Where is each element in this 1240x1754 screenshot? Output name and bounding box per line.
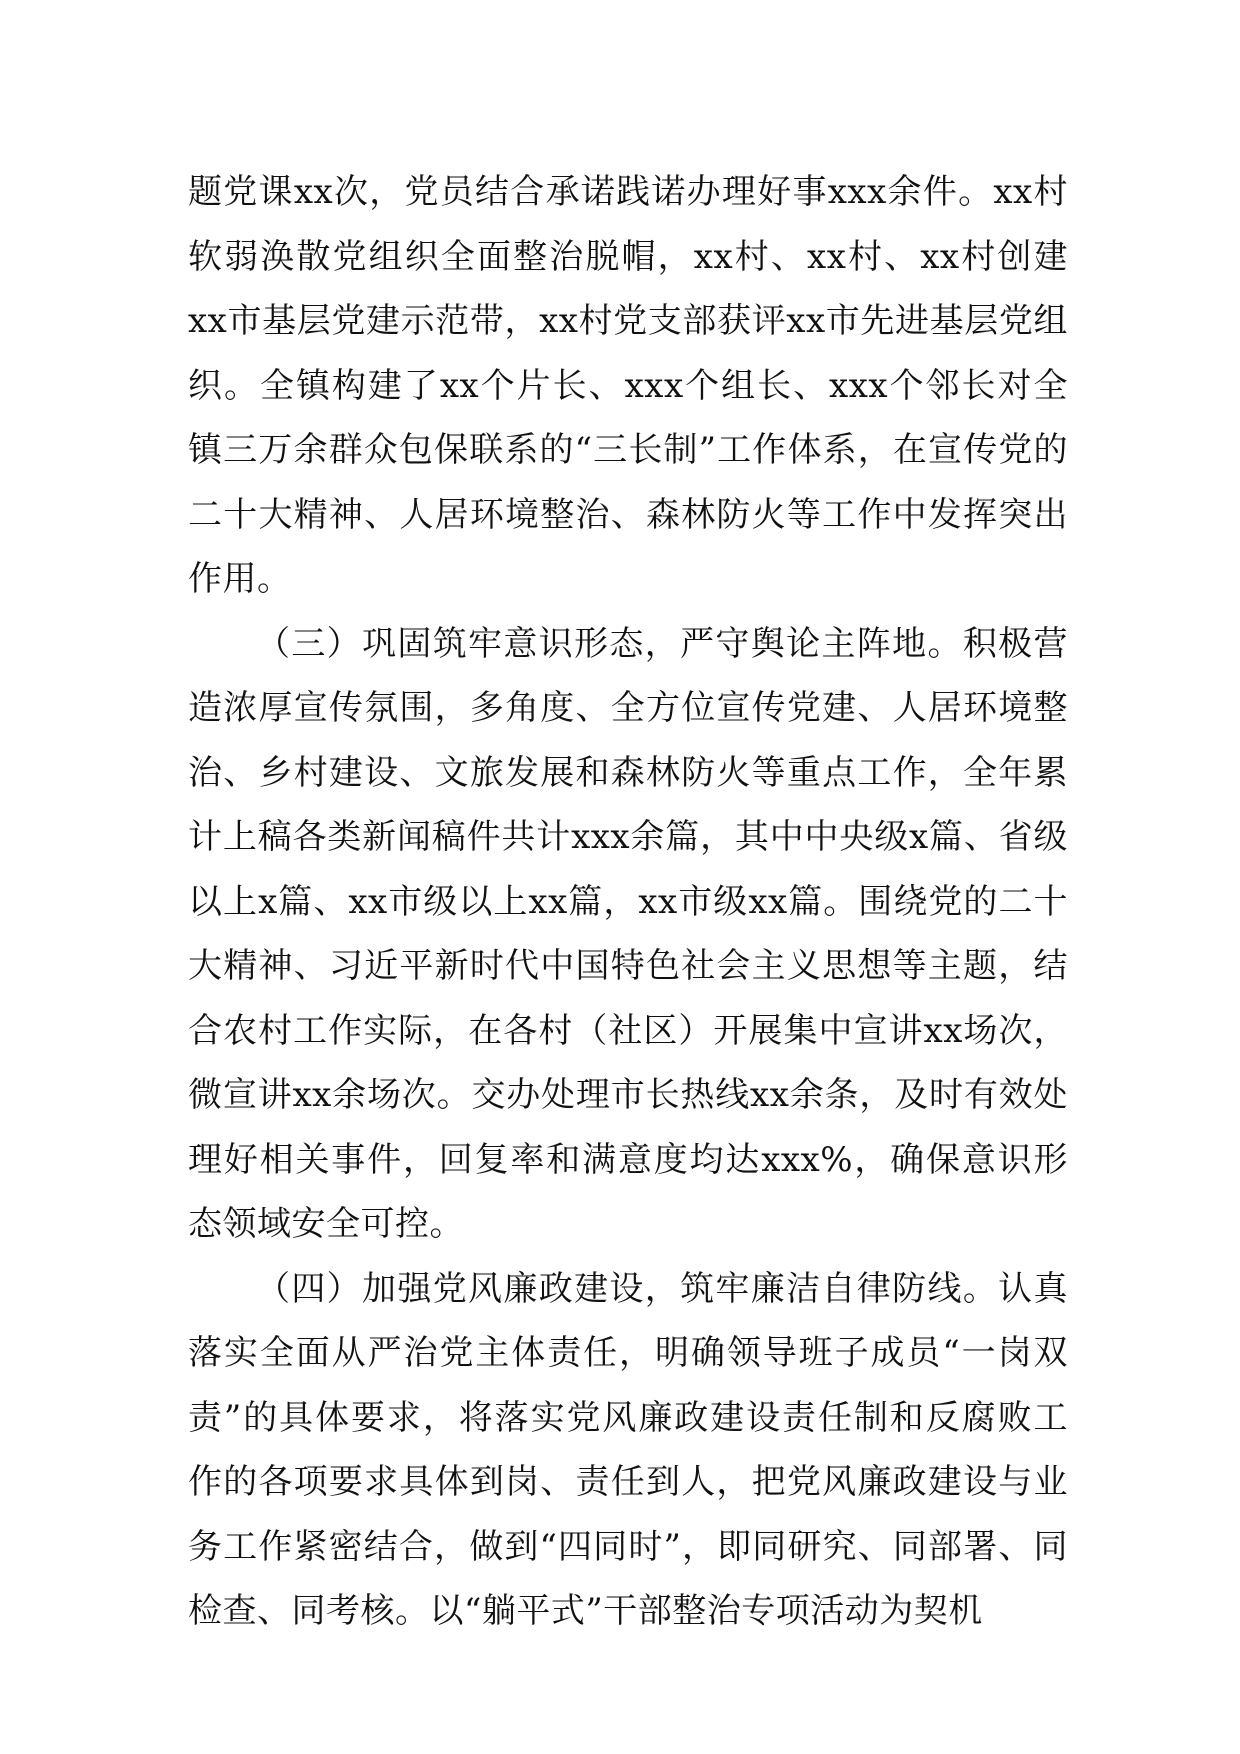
paragraph-party-building: 题党课xx次，党员结合承诺践诺办理好事xxx余件。xx村软弱涣散党组织全面整治脱帽，xx村、xx村、xx村创建xx市基层党建示范带，xx村党支部获评xx市先进基层党组织。全镇构建了xx个片长、xxx个组长、xxx个邻长对全镇三万余群众包保联系的“三长制”工作体系，在宣传党的二十大精神、人居环境整治、森林防火等工作中发挥突出作用。 [188,172,1068,599]
paragraph-ideology: （三）巩固筑牢意识形态，严守舆论主阵地。积极营造浓厚宣传氛围，多角度、全方位宣传党建、人居环境整治、乡村建设、文旅发展和森林防火等重点工作，全年累计上稿各类新闻稿件共计xxx余篇，其中中央级x篇、省级以上x篇、xx市级以上xx篇，xx市级xx篇。围绕党的二十大精神、习近平新时代中国特色社会主义思想等主题，结合农村工作实际，在各村（社区）开展集中宣讲xx场次，微宣讲xx余场次。交办处理市长热线xx余条，及时有效处理好相关事件，回复率和满意度均达xxx%，确保意识形态领域安全可控。 [188,623,1068,1244]
paragraph-integrity: （四）加强党风廉政建设，筑牢廉洁自律防线。认真落实全面从严治党主体责任，明确领导班子成员“一岗双责”的具体要求，将落实党风廉政建设责任制和反腐败工作的各项要求具体到岗、责任到人，把党风廉政建设与业务工作紧密结合，做到“四同时”，即同研究、同部署、同检查、同考核。以“躺平式”干部整治专项活动为契机 [188,1268,1068,1631]
document-body [188,160,1068,1644]
